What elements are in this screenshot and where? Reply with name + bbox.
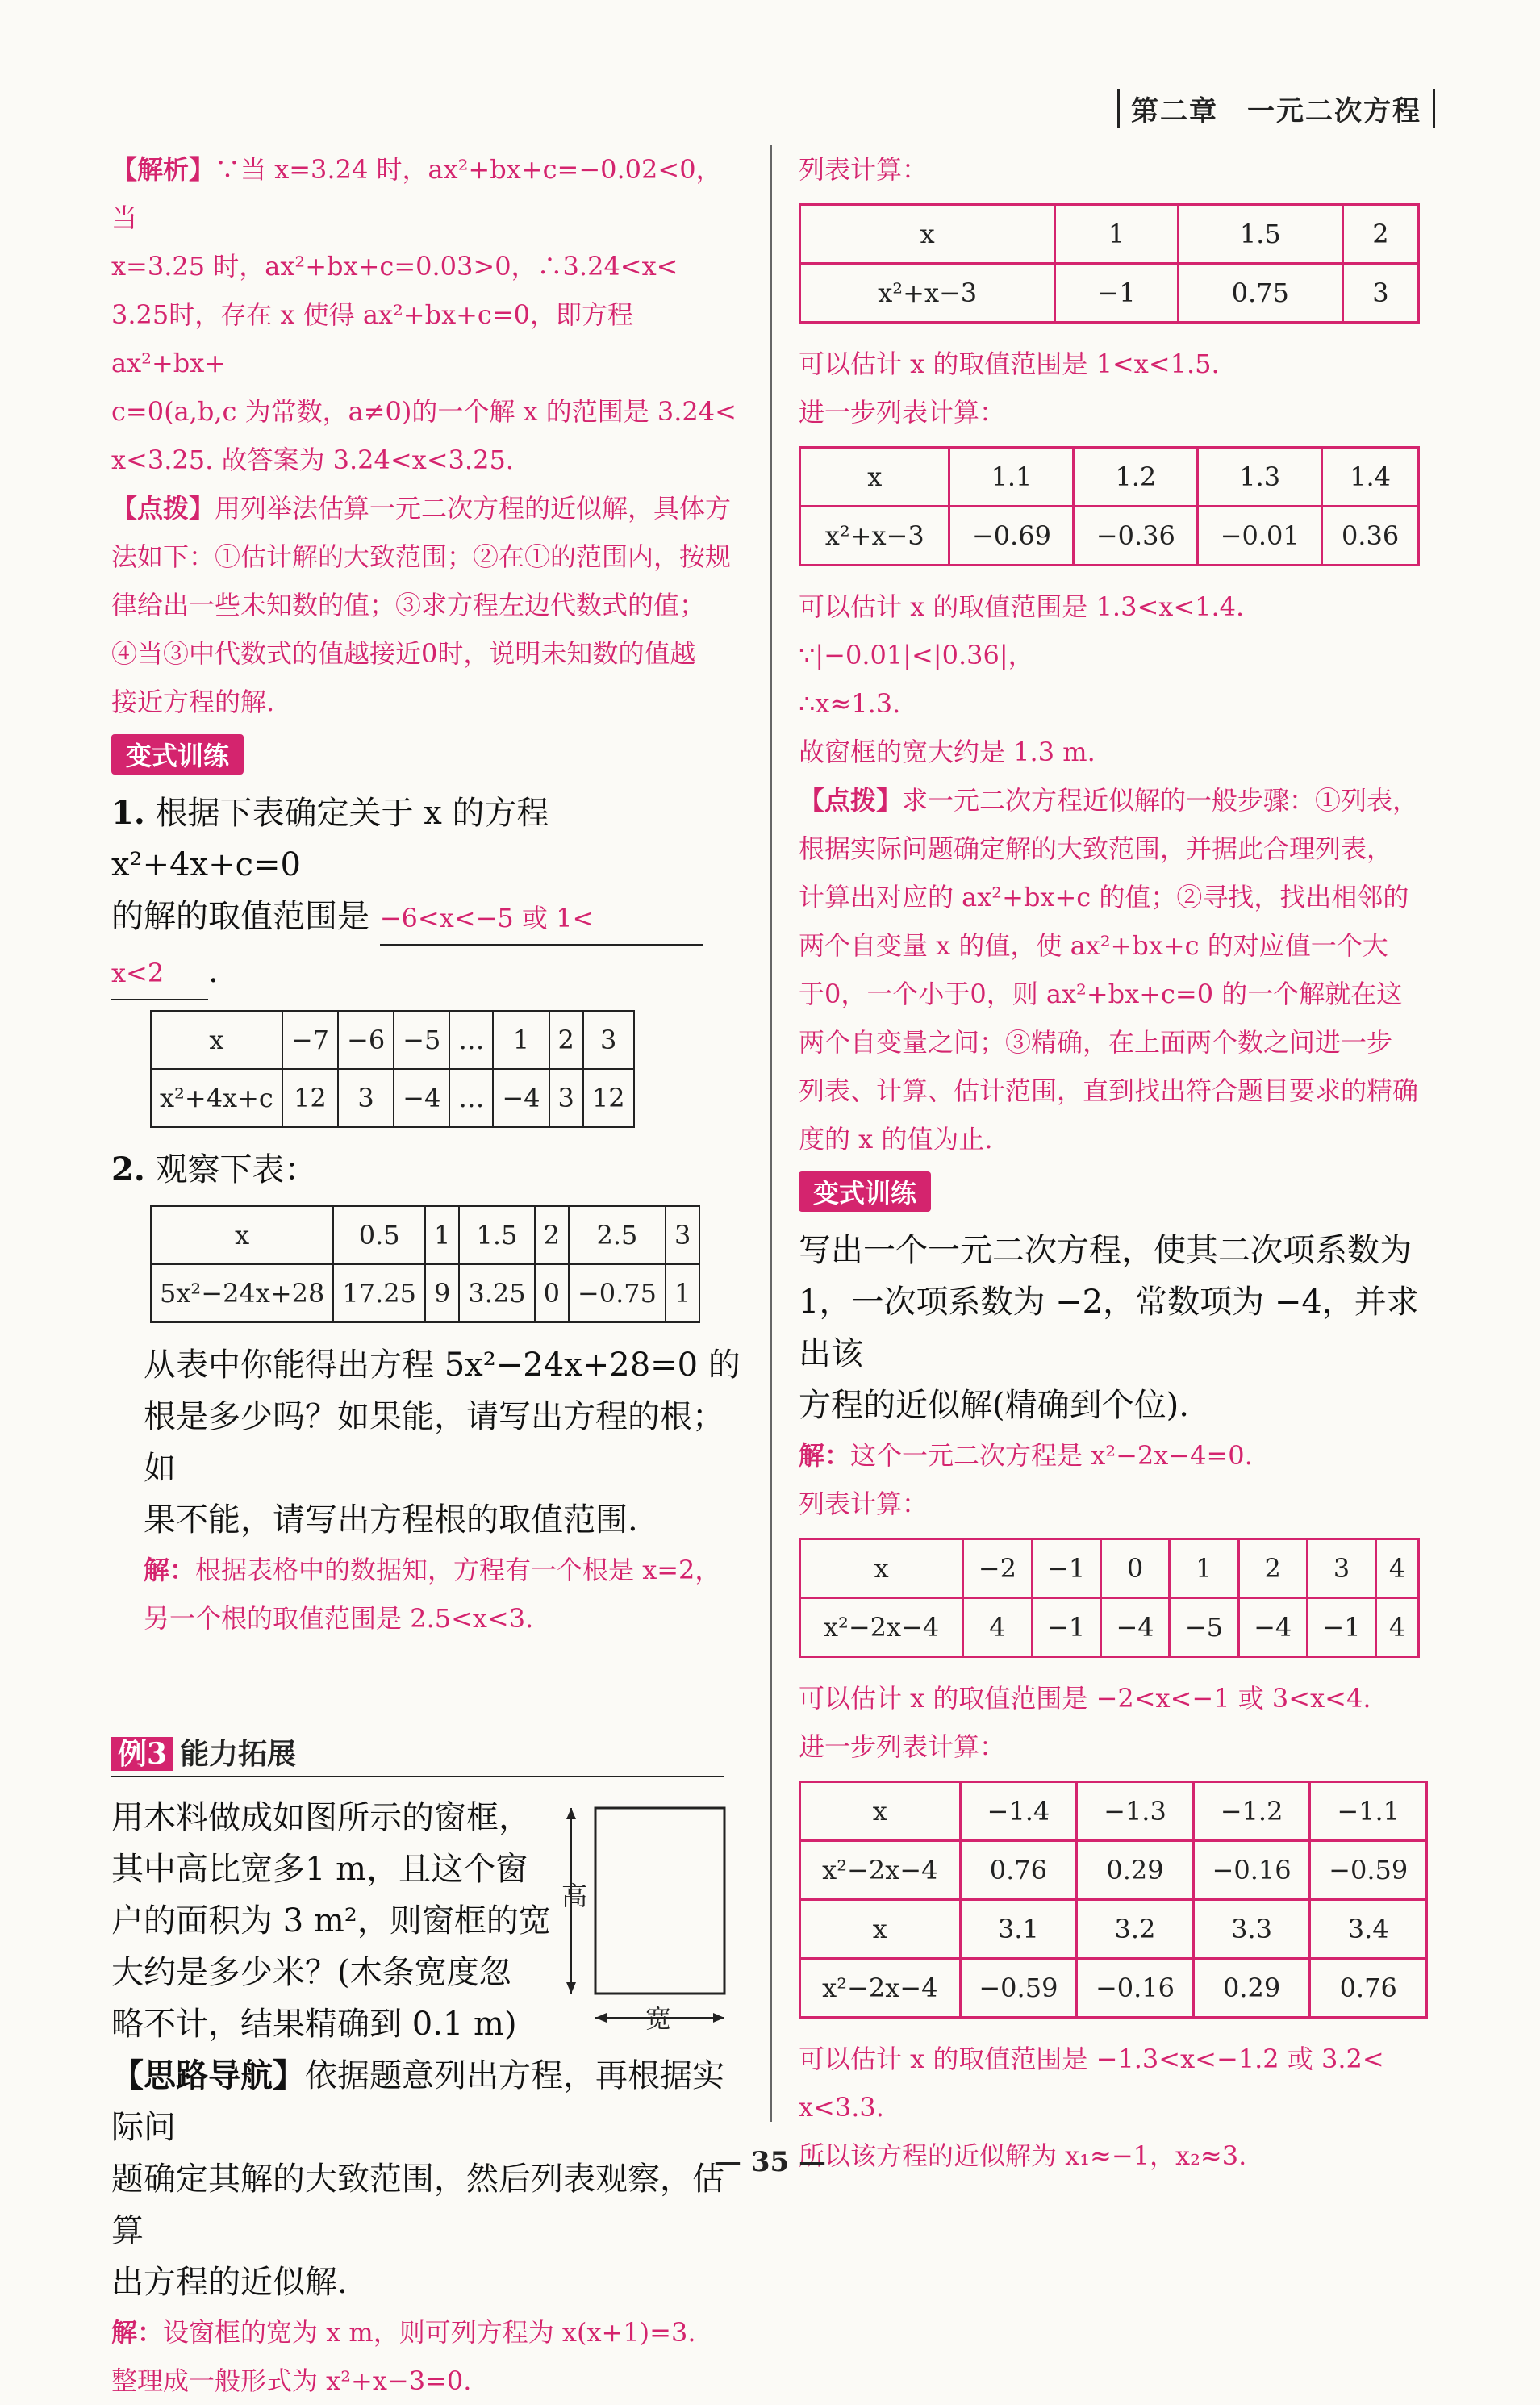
table-cell: 1 <box>425 1206 459 1264</box>
table-cell: −1 <box>1055 264 1178 323</box>
table-cell: −1 <box>1032 1598 1100 1657</box>
table-cell: −5 <box>394 1011 449 1069</box>
right-tip-block: 【点拨】求一元二次方程近似解的一般步骤：①列表， 根据实际问题确定解的大致范围，并据此合理列表， 计算出对应的 ax²+bx+c 的值；②寻找，找出相邻的 两个自变量 x 的值，使 ax²+bx+c 的对应值一个大 于0，一个小于0，则 ax²+bx+c=0 的一个解就在这 两个自变量之间；③精确，在上面两个数之间进一步 列表、计算、估计范围，直到找出符合题目要求的精确 度的 x 的值为止. <box>799 785 1419 1154</box>
table-cell: x²−2x−4 <box>800 1841 961 1900</box>
column-divider <box>770 145 772 2122</box>
estimate-4: 可以估计 x 的取值范围是 −1.3<x<−1.2 或 3.2< x<3.3. <box>799 2044 1384 2123</box>
table-cell: 3.4 <box>1310 1900 1427 1959</box>
right-problem: 写出一个一元二次方程，使其二次项系数为 1，一次项系数为 −2，常数项为 −4，并求出该 方程的近似解(精确到个位). <box>799 1232 1419 1424</box>
tip-block: 【点拨】用列举法估算一元二次方程的近似解，具体方 法如下：①估计解的大致范围；②在①的范围内，按规 律给出一些未知数的值；③求方程左边代数式的值； ④当③中代数式的值越接近0时，说明未知数的值越 接近方程的解. <box>111 493 732 717</box>
table-cell: 0.29 <box>1193 1959 1310 2018</box>
table-cell: −0.75 <box>569 1264 666 1322</box>
table-cell: 3 <box>1342 264 1418 323</box>
table-cell: 3.3 <box>1193 1900 1310 1959</box>
table-cell: 0.76 <box>1310 1959 1427 2018</box>
table-cell: … <box>449 1011 493 1069</box>
table-cell: −4 <box>493 1069 549 1127</box>
table-cell: −0.36 <box>1074 507 1198 566</box>
table-cell: … <box>449 1069 493 1127</box>
height-arrow-head-top <box>566 1808 576 1819</box>
table-row <box>151 1206 699 1264</box>
right-table-3 <box>799 1538 1420 1658</box>
table-cell: 0.5 <box>333 1206 425 1264</box>
table-row <box>151 1011 634 1069</box>
because-line: ∵|−0.01|<|0.36|， <box>799 640 1034 670</box>
table-cell: −6 <box>338 1011 394 1069</box>
table-cell: 1 <box>666 1264 699 1322</box>
table-row <box>800 1841 1427 1900</box>
table-cell: −4 <box>394 1069 449 1127</box>
table-cell: 2 <box>1342 205 1418 264</box>
right-table-4 <box>799 1781 1428 2019</box>
example-3-problem: 用木料做成如图所示的窗框， 其中高比宽多1 m，且这个窗 户的面积为 3 m²，则窗框的宽 大约是多少米？(木条宽度忽 略不计，结果精确到 0.1 m) <box>111 1799 551 2043</box>
table-cell: 1.5 <box>459 1206 534 1264</box>
table-cell: 0.76 <box>960 1841 1077 1900</box>
table-cell: x <box>800 1900 961 1959</box>
table-cell: −0.16 <box>1193 1841 1310 1900</box>
table-cell: 1 <box>493 1011 549 1069</box>
left-column <box>111 145 741 2405</box>
q1-table <box>150 1010 635 1128</box>
table-cell: 2 <box>1238 1539 1307 1598</box>
table-cell: x²−2x−4 <box>800 1598 963 1657</box>
right-variant-tag: 变式训练 <box>799 1171 931 1212</box>
table-cell: x <box>800 1539 963 1598</box>
table-row <box>800 264 1419 323</box>
analysis-label: 【解析】 <box>111 154 215 185</box>
table-cell: −0.01 <box>1198 507 1322 566</box>
table-row <box>800 1959 1427 2018</box>
question-1: 1. 根据下表确定关于 x 的方程 x²+4x+c=0 的解的取值范围是 −6<x<−5 或 1< x<2 . <box>111 787 741 1000</box>
table-cell: 3 <box>338 1069 394 1127</box>
table-row <box>800 1900 1427 1959</box>
table-cell: 12 <box>282 1069 338 1127</box>
table-cell: −0.59 <box>960 1959 1077 2018</box>
conclusion-line: 故窗框的宽大约是 1.3 m. <box>799 737 1096 767</box>
table-cell: 2 <box>549 1011 583 1069</box>
answer-blank-cont: x<2 <box>111 947 208 1000</box>
table-cell: x²+x−3 <box>800 507 949 566</box>
table-cell: 0 <box>535 1264 569 1322</box>
table-cell: 9 <box>425 1264 459 1322</box>
tip-label: 【点拨】 <box>111 493 215 524</box>
table-row <box>800 507 1419 566</box>
table-cell: −0.16 <box>1077 1959 1194 2018</box>
question-2: 2. 观察下表： <box>111 1150 317 1188</box>
table-cell: 2 <box>535 1206 569 1264</box>
table-cell: −1 <box>1307 1598 1375 1657</box>
table-cell: 0.29 <box>1077 1841 1194 1900</box>
answer-blank: −6<x<−5 或 1< <box>380 892 703 946</box>
calc-label-1: 列表计算： <box>799 154 929 185</box>
table-cell: −5 <box>1170 1598 1238 1657</box>
page-number: — 35 — <box>714 2146 826 2178</box>
table-cell: 3.1 <box>960 1900 1077 1959</box>
table-cell: 3 <box>666 1206 699 1264</box>
table-cell: −4 <box>1100 1598 1169 1657</box>
table-cell: 1.2 <box>1074 448 1198 507</box>
final-answer: 所以该方程的近似解为 x₁≈−1，x₂≈3. <box>799 2140 1247 2171</box>
table-cell: 0.36 <box>1322 507 1419 566</box>
table-cell: x <box>800 205 1055 264</box>
table-cell: x <box>800 448 949 507</box>
table-cell: x <box>151 1206 333 1264</box>
calc-label-2: 进一步列表计算： <box>799 397 1006 428</box>
table-cell: 5x²−24x+28 <box>151 1264 333 1322</box>
table-cell: 3 <box>1307 1539 1375 1598</box>
table-cell: 4 <box>963 1598 1032 1657</box>
right-table-2 <box>799 446 1420 566</box>
table-row <box>151 1069 634 1127</box>
q2-solution: 解：根据表格中的数据知，方程有一个根是 x=2， 另一个根的取值范围是 2.5<x<3. <box>144 1555 721 1634</box>
table-cell: 3 <box>583 1011 634 1069</box>
analysis-block: 【解析】∵当 x=3.24 时，ax²+bx+c=−0.02<0，当 x=3.25 时，ax²+bx+c=0.03>0，∴3.24<x< 3.25时，存在 x 使得 ax²+bx+c=0，即方程 ax²+bx+ c=0(a,b,c 为常数，a≠0)的一个解 x 的范围是 3.24< x<3.25. 故答案为 3.24<x<3.25. <box>111 154 737 475</box>
table-cell: −1.1 <box>1310 1782 1427 1841</box>
width-arrow-head-left <box>595 2013 607 2023</box>
fig-width-label: 宽 <box>645 2003 672 2034</box>
table-cell: −1.2 <box>1193 1782 1310 1841</box>
table-cell: 3 <box>549 1069 583 1127</box>
table-row <box>800 1782 1427 1841</box>
table-cell: x²+x−3 <box>800 264 1055 323</box>
table-cell: −4 <box>1238 1598 1307 1657</box>
table-cell: 4 <box>1376 1598 1419 1657</box>
table-cell: x <box>800 1782 961 1841</box>
guide-block: 【思路导航】依据题意列出方程，再根据实际问 题确定其解的大致范围，然后列表观察，估算 出方程的近似解. <box>111 2056 724 2301</box>
example-3-header: 例3 能力拓展 <box>111 1731 724 1777</box>
table-cell: −0.59 <box>1310 1841 1427 1900</box>
table-cell: 3.25 <box>459 1264 534 1322</box>
table-cell: 1 <box>1055 205 1178 264</box>
table-cell: −0.69 <box>949 507 1074 566</box>
estimate-1: 可以估计 x 的取值范围是 1<x<1.5. <box>799 349 1220 379</box>
table-cell: 1.4 <box>1322 448 1419 507</box>
table-cell: −7 <box>282 1011 338 1069</box>
table-cell: 0 <box>1100 1539 1169 1598</box>
table-row <box>800 1598 1419 1657</box>
calc-label-3: 列表计算： <box>799 1489 929 1519</box>
q2-question: 从表中你能得出方程 5x²−24x+28=0 的 根是多少吗？如果能，请写出方程的根；如 果不能，请写出方程根的取值范围. <box>144 1347 741 1539</box>
height-arrow-head-bottom <box>566 1982 576 1994</box>
estimate-2: 可以估计 x 的取值范围是 1.3<x<1.4. <box>799 591 1245 622</box>
width-arrow-head-right <box>713 2013 724 2023</box>
table-cell: x <box>151 1011 282 1069</box>
table-cell: −1.3 <box>1077 1782 1194 1841</box>
example-3-problem-area <box>111 1792 741 2050</box>
therefore-line: ∴x≈1.3. <box>799 688 901 719</box>
table-row <box>151 1264 699 1322</box>
table-cell: −2 <box>963 1539 1032 1598</box>
estimate-3: 可以估计 x 的取值范围是 −2<x<−1 或 3<x<4. <box>799 1683 1371 1714</box>
right-table-1 <box>799 203 1420 324</box>
table-cell: 1.1 <box>949 448 1074 507</box>
table-row <box>800 205 1419 264</box>
table-cell: −1.4 <box>960 1782 1077 1841</box>
table-cell: 0.75 <box>1178 264 1342 323</box>
table-row <box>800 1539 1419 1598</box>
table-cell: 1.3 <box>1198 448 1322 507</box>
example-3-solution: 解：设窗框的宽为 x m，则可列方程为 x(x+1)=3. 整理成一般形式为 x²+x−3=0. <box>111 2317 696 2396</box>
table-cell: 12 <box>583 1069 634 1127</box>
window-frame-figure <box>547 1792 741 2034</box>
q2-table <box>150 1205 700 1323</box>
table-cell: 1.5 <box>1178 205 1342 264</box>
chapter-header: 第二章 一元二次方程 <box>1117 89 1435 128</box>
example-3-label: 例3 <box>111 1737 173 1771</box>
table-row <box>800 448 1419 507</box>
right-solution: 解：这个一元二次方程是 x²−2x−4=0. <box>799 1440 1253 1471</box>
table-cell: 3.2 <box>1077 1900 1194 1959</box>
table-cell: 17.25 <box>333 1264 425 1322</box>
table-cell: 1 <box>1170 1539 1238 1598</box>
table-cell: x²+4x+c <box>151 1069 282 1127</box>
table-cell: x²−2x−4 <box>800 1959 961 2018</box>
table-cell: 4 <box>1376 1539 1419 1598</box>
table-cell: −1 <box>1032 1539 1100 1598</box>
variant-tag: 变式训练 <box>111 734 244 775</box>
right-column <box>799 145 1436 2180</box>
window-frame-rect <box>595 1808 724 1994</box>
table-cell: 2.5 <box>569 1206 666 1264</box>
calc-label-4: 进一步列表计算： <box>799 1731 1006 1762</box>
fig-height-label: 高 <box>561 1881 588 1911</box>
